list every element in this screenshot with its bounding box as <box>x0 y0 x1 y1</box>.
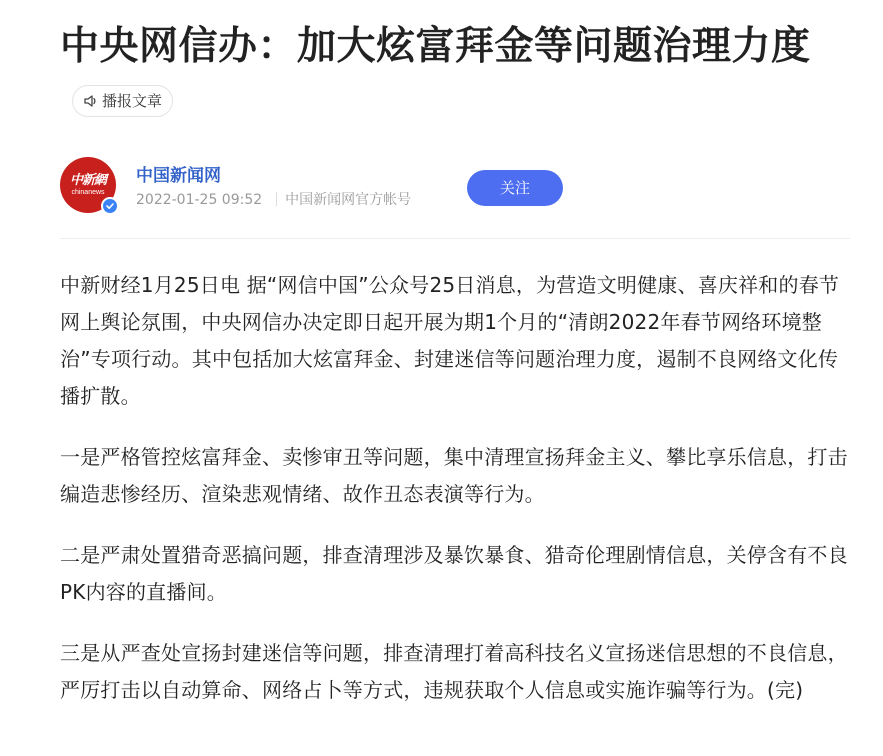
publish-date: 2022-01-25 09:52 <box>136 192 263 208</box>
avatar-logo: 中新網 <box>69 172 106 188</box>
avatar-sub: chinanews <box>71 188 105 196</box>
author-meta <box>136 191 411 209</box>
paragraph: 二是严肃处置猎奇恶搞问题，排查清理涉及暴饮暴食、猎奇伦理剧情信息，关停含有不良PK内容的直播间。 <box>60 543 848 604</box>
avatar[interactable] <box>60 157 116 213</box>
paragraph: 三是从严查处宣扬封建迷信等问题，排查清理打着高科技名义宣扬迷信思想的不良信息，严厉打击以自动算命、网络占卜等方式，违规获取个人信息或实施诈骗等行为。(完) <box>60 641 848 702</box>
listen-button[interactable] <box>72 85 173 117</box>
account-type: 中国新闻网官方帐号 <box>285 192 412 208</box>
author-bar <box>60 157 850 217</box>
author-name[interactable]: 中国新闻网 <box>136 166 221 186</box>
listen-label: 播报文章 <box>102 91 163 110</box>
article-title <box>60 18 850 134</box>
speaker-icon <box>83 93 99 109</box>
paragraph: 中新财经1月25日电 据“网信中国”公众号25日消息，为营造文明健康、喜庆祥和的春节网上舆论氛围，中央网信办决定即日起开展为期1个月的“清朗2022年春节网络环境整治”专项行动。其中包括加大炫富拜金、封建迷信等问题治理力度，遏制不良网络文化传播扩散。 <box>60 273 840 408</box>
article-title-text: 中央网信办：加大炫富拜金等问题治理力度 <box>60 24 811 69</box>
article-body <box>60 267 850 733</box>
paragraph: 一是严格管控炫富拜金、卖惨审丑等问题，集中清理宣扬拜金主义、攀比享乐信息，打击编造悲惨经历、渲染悲观情绪、故作丑态表演等行为。 <box>60 445 848 506</box>
verified-check-icon <box>101 197 119 215</box>
meta-divider <box>276 192 277 206</box>
header-divider <box>60 238 850 239</box>
follow-button[interactable]: 关注 <box>467 170 563 206</box>
